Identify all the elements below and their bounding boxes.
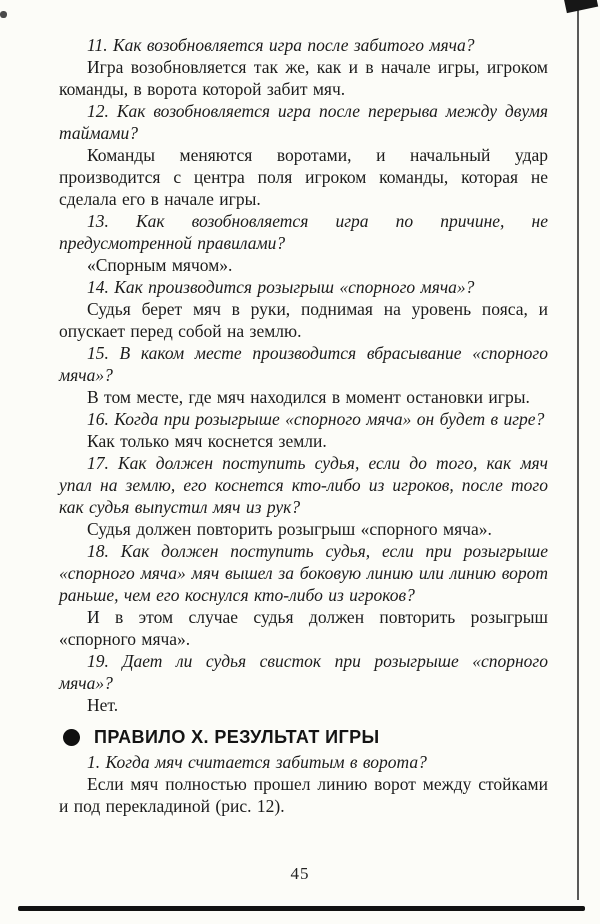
answer: Судья должен повторить розыгрыш «спорного мяча». — [87, 519, 492, 539]
question: 1. Когда мяч считается забитым в ворота? — [87, 752, 427, 772]
question: 16. Когда при розыгрыше «спорного мяча» он будет в игре? — [87, 409, 545, 429]
question: 13. Как возобновляется игра по причине, не предусмотренной правилами? — [59, 211, 548, 253]
answer: «Спорным мячом». — [87, 255, 233, 275]
bullet-icon — [63, 729, 80, 746]
page-content — [59, 34, 548, 817]
question: 14. Как производится розыгрыш «спорного мяча»? — [87, 277, 475, 297]
answer: И в этом случае судья должен повторить розыгрыш «спорного мяча». — [59, 607, 548, 649]
question: 18. Как должен поступить судья, если при розыгрыше «спорного мяча» мяч вышел за боковую линию или линию ворот раньше, чем его коснулся кто-либо из игроков? — [59, 541, 548, 605]
section-heading-row — [63, 727, 548, 748]
scan-artifact-bottom-edge — [18, 906, 585, 911]
scan-artifact-right-edge — [577, 8, 579, 900]
answer: Судья берет мяч в руки, поднимая на уровень пояса, и опускает перед собой на землю. — [59, 299, 548, 341]
page-number: 45 — [290, 864, 310, 883]
question: 12. Как возобновляется игра после перерыва между двумя таймами? — [59, 101, 548, 143]
question: 17. Как должен поступить судья, если до того, как мяч упал на землю, его коснется кто-либо из игроков, после того как судья выпустил мяч из рук? — [59, 453, 548, 517]
answer: Игра возобновляется так же, как и в начале игры, игроком команды, в ворота которой забит мяч. — [59, 57, 548, 99]
question: 15. В каком месте производится вбрасывание «спорного мяча»? — [59, 343, 548, 385]
scan-artifact-top-right — [564, 0, 598, 13]
scan-artifact-top-left — [0, 11, 7, 18]
question: 19. Дает ли судья свисток при розыгрыше «спорного мяча»? — [59, 651, 548, 693]
answer: Нет. — [87, 695, 119, 715]
question: 11. Как возобновляется игра после забитого мяча? — [87, 35, 475, 55]
answer: Если мяч полностью прошел линию ворот между стойками и под перекладиной (рис. 12). — [59, 774, 548, 816]
answer: В том месте, где мяч находился в момент остановки игры. — [87, 387, 530, 407]
section-heading: ПРАВИЛО X. РЕЗУЛЬТАТ ИГРЫ — [94, 727, 380, 747]
answer: Как только мяч коснется земли. — [87, 431, 327, 451]
answer: Команды меняются воротами, и начальный удар производится с центра поля игроком команды, которая не сделала его в начале игры. — [59, 145, 548, 209]
